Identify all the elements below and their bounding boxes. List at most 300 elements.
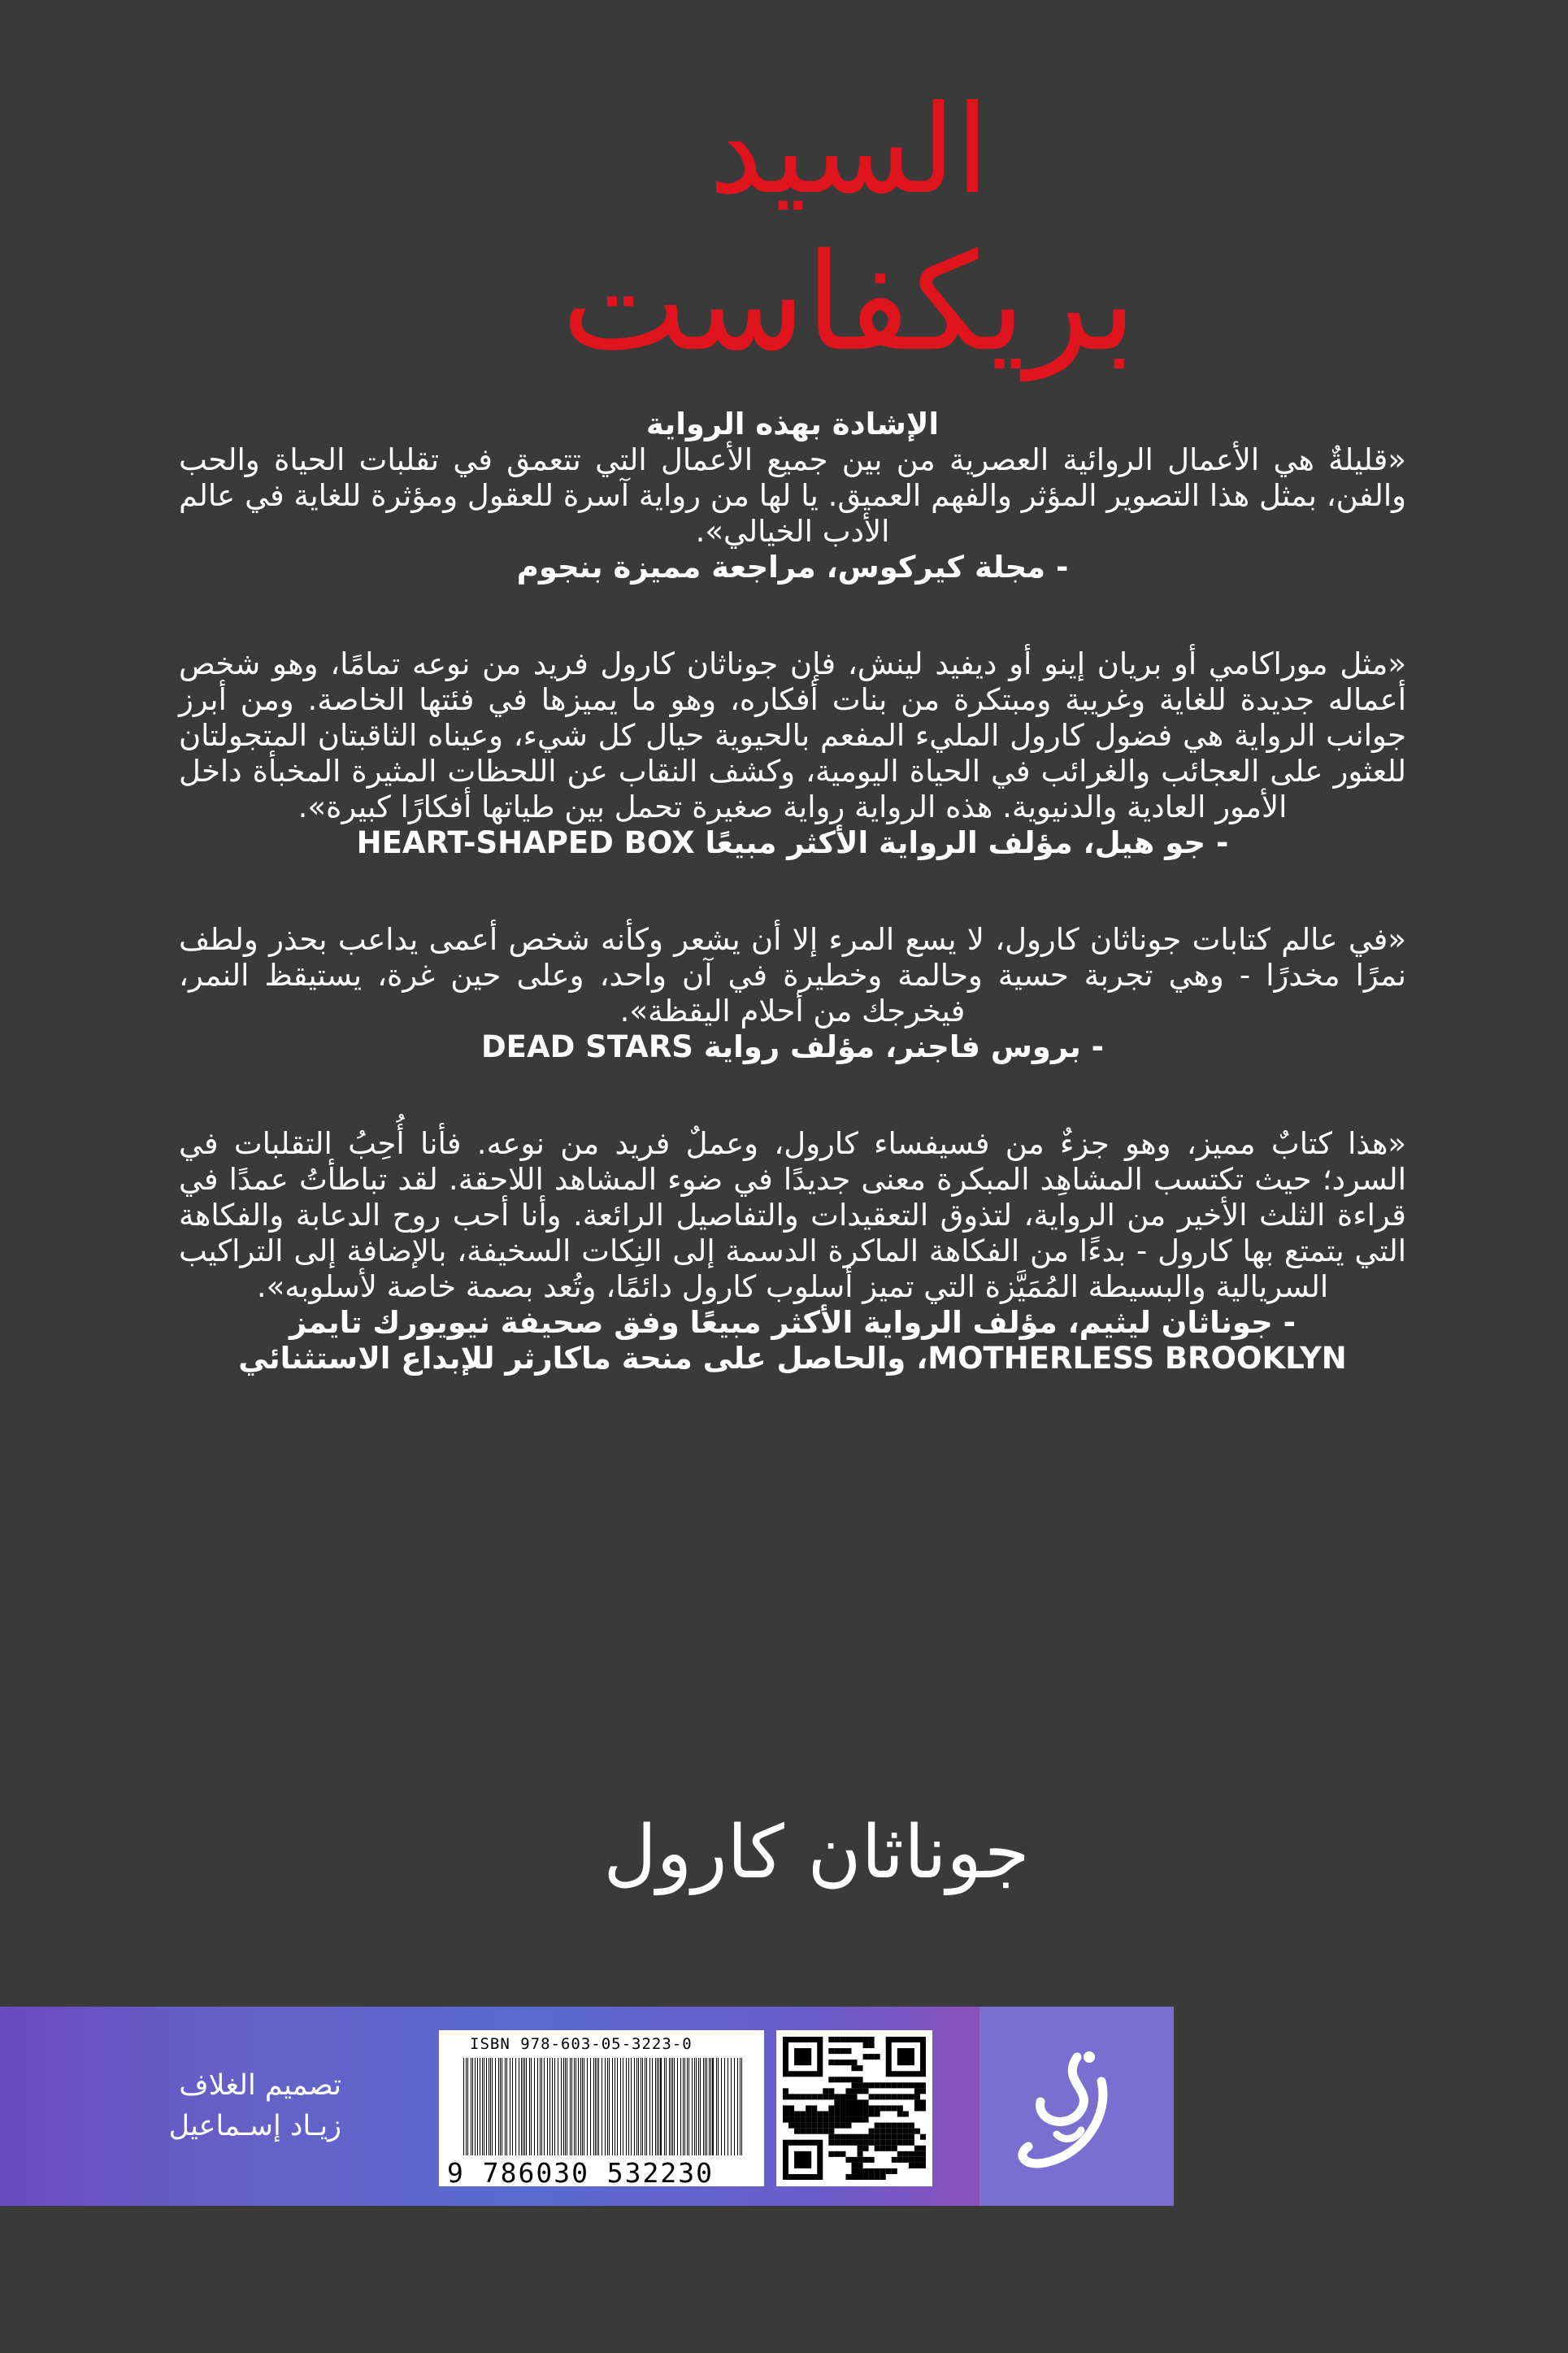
qr-module xyxy=(788,2105,794,2111)
qr-module xyxy=(783,2088,788,2094)
review-2 xyxy=(179,646,1406,861)
review-text: «قليلةٌ هي الأعمال الروائية العصرية من بين جميع الأعمال التي تتعمق في تقلبات الحياة والحب والفن، بمثل هذا التصوير المؤثر والفهم العميق. يا لها من رواية آسرة للعقول ومؤثرة للغاية في عالم الأدب الخيالي». xyxy=(179,442,1406,549)
qr-module xyxy=(880,2134,886,2140)
qr-module xyxy=(845,2088,851,2094)
qr-module xyxy=(880,2146,886,2151)
qr-module xyxy=(800,2123,806,2129)
review-text: «في عالم كتابات جوناثان كارول، لا يسع المرء إلا أن يشعر وكأنه شخص أعمى يداعب بحذر ولطف نمرًا مخدرًا - وهي تجربة حسية وحالمة وخطيرة في آن واحد، وعلى حين غرة، يستيقظ النمر، فيخرجك من أحلام اليقظة». xyxy=(179,922,1406,1029)
qr-module xyxy=(909,2134,914,2140)
qr-module xyxy=(897,2123,903,2129)
barcode-bar xyxy=(740,2058,741,2155)
barcode-bar xyxy=(684,2058,685,2155)
barcode-bar xyxy=(700,2058,701,2155)
qr-finder xyxy=(897,2048,914,2065)
qr-module xyxy=(840,2140,845,2146)
qr-module xyxy=(828,2048,834,2054)
qr-module xyxy=(903,2094,909,2099)
qr-module xyxy=(806,2123,811,2129)
qr-module xyxy=(851,2065,857,2071)
barcode-bar xyxy=(561,2058,562,2155)
qr-module xyxy=(880,2105,886,2111)
barcode-bar xyxy=(547,2058,548,2155)
qr-module xyxy=(914,2151,920,2157)
qr-module xyxy=(886,2094,892,2099)
qr-module xyxy=(914,2088,920,2094)
qr-module xyxy=(823,2117,828,2123)
qr-module xyxy=(903,2134,909,2140)
qr-module xyxy=(869,2037,875,2042)
qr-module xyxy=(858,2105,863,2111)
qr-module xyxy=(806,2129,811,2134)
qr-module xyxy=(914,2163,920,2168)
qr-module xyxy=(851,2105,857,2111)
qr-module xyxy=(840,2123,845,2129)
review-attribution: - مجلة كيركوس، مراجعة مميزة بنجوم xyxy=(516,550,1069,585)
qr-module xyxy=(914,2094,920,2099)
qr-module xyxy=(920,2134,926,2140)
qr-module xyxy=(863,2099,869,2105)
qr-module xyxy=(858,2088,863,2094)
qr-module xyxy=(834,2140,840,2146)
qr-module xyxy=(863,2054,869,2059)
barcode-bar xyxy=(687,2058,688,2155)
qr-module xyxy=(858,2151,863,2157)
qr-module xyxy=(875,2134,880,2140)
qr-module xyxy=(869,2094,875,2099)
qr-code xyxy=(776,2030,932,2186)
qr-module xyxy=(851,2112,857,2117)
barcode-bar xyxy=(574,2058,575,2155)
barcode-bar xyxy=(666,2058,667,2155)
qr-module xyxy=(880,2174,886,2180)
qr-module xyxy=(834,2059,840,2065)
qr-module xyxy=(897,2157,903,2163)
qr-module xyxy=(909,2129,914,2134)
qr-module xyxy=(920,2099,926,2105)
qr-module xyxy=(869,2054,875,2059)
qr-module xyxy=(851,2094,857,2099)
barcode-bar xyxy=(490,2058,491,2155)
qr-module xyxy=(794,2123,800,2129)
review-attribution: - بروس فاجنر، مؤلف رواية DEAD STARS xyxy=(480,1029,1105,1064)
qr-module xyxy=(886,2168,892,2174)
barcode-bar xyxy=(646,2058,647,2155)
qr-module xyxy=(858,2082,863,2088)
qr-module xyxy=(823,2129,828,2134)
qr-module xyxy=(869,2134,875,2140)
qr-module xyxy=(880,2140,886,2146)
qr-module xyxy=(920,2088,926,2094)
qr-module xyxy=(858,2163,863,2168)
qr-module xyxy=(858,2117,863,2123)
qr-module xyxy=(863,2140,869,2146)
qr-module xyxy=(897,2094,903,2099)
qr-code-icon xyxy=(783,2037,926,2180)
qr-module xyxy=(875,2168,880,2174)
qr-module xyxy=(892,2157,897,2163)
barcode-bar xyxy=(607,2058,608,2155)
qr-module xyxy=(903,2157,909,2163)
qr-module xyxy=(834,2099,840,2105)
review-attribution: - جو هيل، مؤلف الرواية الأكثر مبيعًا HEART-SHAPED BOX xyxy=(356,825,1229,860)
qr-module xyxy=(834,2048,840,2054)
barcode-bar xyxy=(638,2058,639,2155)
qr-module xyxy=(817,2094,823,2099)
qr-module xyxy=(788,2112,794,2117)
barcode-bar xyxy=(495,2058,496,2155)
qr-module xyxy=(875,2094,880,2099)
qr-module xyxy=(858,2174,863,2180)
barcode-bar xyxy=(477,2058,478,2155)
qr-module xyxy=(817,2112,823,2117)
qr-module xyxy=(794,2129,800,2134)
qr-module xyxy=(892,2105,897,2111)
qr-module xyxy=(845,2117,851,2123)
barcode-bar xyxy=(628,2058,629,2155)
qr-module xyxy=(851,2117,857,2123)
barcode-bar xyxy=(595,2058,596,2155)
barcode-bar xyxy=(526,2058,527,2155)
barcode-bar xyxy=(524,2058,525,2155)
barcode-bar xyxy=(563,2058,564,2155)
qr-module xyxy=(851,2099,857,2105)
qr-module xyxy=(909,2163,914,2168)
qr-module xyxy=(800,2094,806,2099)
barcode-bar xyxy=(706,2058,707,2155)
qr-module xyxy=(886,2105,892,2111)
barcode-icon xyxy=(463,2058,748,2155)
qr-module xyxy=(897,2151,903,2157)
qr-module xyxy=(845,2099,851,2105)
qr-module xyxy=(794,2112,800,2117)
qr-module xyxy=(828,2151,834,2157)
barcode-bar xyxy=(500,2058,501,2155)
qr-module xyxy=(834,2105,840,2111)
qr-module xyxy=(851,2163,857,2168)
qr-module xyxy=(875,2123,880,2129)
qr-module xyxy=(903,2151,909,2157)
qr-module xyxy=(845,2157,851,2163)
qr-module xyxy=(863,2088,869,2094)
barcode-bar xyxy=(472,2058,473,2155)
qr-module xyxy=(909,2140,914,2146)
qr-module xyxy=(869,2112,875,2117)
qr-module xyxy=(840,2099,845,2105)
qr-module xyxy=(863,2117,869,2123)
barcode-bar xyxy=(712,2058,714,2155)
barcode-bar xyxy=(578,2058,579,2155)
qr-module xyxy=(886,2146,892,2151)
qr-module xyxy=(863,2174,869,2180)
barcode-bar xyxy=(683,2058,684,2155)
qr-module xyxy=(920,2163,926,2168)
qr-module xyxy=(817,2123,823,2129)
qr-module xyxy=(909,2082,914,2088)
qr-module xyxy=(851,2157,857,2163)
qr-module xyxy=(834,2134,840,2140)
barcode-bar xyxy=(580,2058,581,2155)
qr-module xyxy=(828,2088,834,2094)
qr-module xyxy=(920,2082,926,2088)
qr-module xyxy=(858,2065,863,2071)
qr-module xyxy=(875,2174,880,2180)
qr-module xyxy=(800,2112,806,2117)
qr-module xyxy=(914,2105,920,2111)
barcode-bar xyxy=(658,2058,659,2155)
qr-module xyxy=(840,2112,845,2117)
qr-module xyxy=(875,2129,880,2134)
review-attribution: - جوناثان ليثيم، مؤلف الرواية الأكثر مبيعًا وفق صحيفة نيويورك تايمز MOTHERLESS BROOKLYN، والحاصل على منحة ماكارثر للإبداع الاستثنائي xyxy=(238,1305,1347,1376)
qr-module xyxy=(903,2112,909,2117)
qr-module xyxy=(863,2105,869,2111)
qr-module xyxy=(869,2042,875,2048)
qr-module xyxy=(834,2117,840,2123)
qr-module xyxy=(840,2094,845,2099)
barcode-bar xyxy=(696,2058,697,2155)
qr-module xyxy=(909,2157,914,2163)
qr-module xyxy=(806,2117,811,2123)
qr-module xyxy=(903,2123,909,2129)
barcode-bar xyxy=(492,2058,493,2155)
qr-module xyxy=(800,2129,806,2134)
qr-module xyxy=(869,2082,875,2088)
qr-module xyxy=(880,2129,886,2134)
reviews-section xyxy=(179,407,1406,1437)
qr-module xyxy=(845,2077,851,2082)
isbn-barcode xyxy=(439,2030,764,2189)
qr-module xyxy=(845,2174,851,2180)
qr-module xyxy=(869,2174,875,2180)
qr-module xyxy=(806,2094,811,2099)
qr-module xyxy=(800,2117,806,2123)
qr-module xyxy=(828,2140,834,2146)
qr-module xyxy=(869,2105,875,2111)
qr-module xyxy=(811,2129,817,2134)
barcode-bar xyxy=(631,2058,632,2155)
qr-module xyxy=(875,2105,880,2111)
qr-module xyxy=(828,2105,834,2111)
qr-module xyxy=(817,2117,823,2123)
qr-module xyxy=(875,2140,880,2146)
barcode-bar xyxy=(657,2058,658,2155)
qr-module xyxy=(897,2082,903,2088)
qr-module xyxy=(851,2077,857,2082)
barcode-bar xyxy=(709,2058,710,2155)
qr-module xyxy=(875,2082,880,2088)
qr-module xyxy=(858,2140,863,2146)
qr-module xyxy=(851,2082,857,2088)
barcode-bar xyxy=(531,2058,532,2155)
qr-module xyxy=(858,2146,863,2151)
qr-module xyxy=(869,2129,875,2134)
barcode-bar xyxy=(731,2058,732,2155)
qr-module xyxy=(886,2134,892,2140)
barcode-bar xyxy=(737,2058,738,2155)
barcode-bar xyxy=(466,2058,467,2155)
qr-module xyxy=(788,2094,794,2099)
qr-module xyxy=(892,2146,897,2151)
qr-module xyxy=(828,2129,834,2134)
qr-module xyxy=(858,2099,863,2105)
barcode-bar xyxy=(571,2058,572,2155)
qr-module xyxy=(892,2123,897,2129)
qr-module xyxy=(806,2105,811,2111)
barcode-bar xyxy=(515,2058,516,2155)
qr-module xyxy=(834,2123,840,2129)
qr-module xyxy=(845,2134,851,2140)
qr-module xyxy=(851,2140,857,2146)
qr-module xyxy=(823,2094,828,2099)
qr-module xyxy=(897,2140,903,2146)
qr-module xyxy=(828,2059,834,2065)
barcode-bar xyxy=(698,2058,699,2155)
barcode-bar xyxy=(724,2058,725,2155)
publisher-logo xyxy=(979,2033,1142,2187)
publisher-logo-icon xyxy=(979,2033,1142,2187)
qr-module xyxy=(845,2112,851,2117)
qr-module xyxy=(914,2146,920,2151)
barcode-bar xyxy=(677,2058,678,2155)
qr-module xyxy=(783,2117,788,2123)
qr-module xyxy=(823,2088,828,2094)
qr-module xyxy=(840,2105,845,2111)
barcode-bar xyxy=(612,2058,613,2155)
barcode-bar xyxy=(541,2058,542,2155)
barcode-bar xyxy=(570,2058,571,2155)
qr-module xyxy=(788,2123,794,2129)
barcode-bar xyxy=(642,2058,643,2155)
barcode-bar xyxy=(694,2058,695,2155)
isbn-label: ISBN 978-603-05-3223-0 xyxy=(470,2035,693,2053)
qr-module xyxy=(823,2112,828,2117)
barcode-bar xyxy=(660,2058,662,2155)
review-text: «هذا كتابٌ مميز، وهو جزءٌ من فسيفساء كارول، وعملٌ فريد من نوعه. فأنا أُحِبُ التقلبات في السرد؛ حيث تكتسب المشاهِد المبكرة معنى جديدًا في ضوء المشاهد اللاحقة. لقد تباطأتُ عمدًا في قراءة الثلث الأخير من الرواية، لتذوق التعقيدات والتفاصيل الرائعة. وأنا أحب روح الدعابة والفكاهة التي يتمتع بها كارول - بدءًا من الفكاهة الماكرة الدسمة إلى النِكات السخيفة، بالإضافة إلى التراكيب السريالية والبسيطة المُمَيَّزة التي تميز أسلوب كارول دائمًا، وتُعد بصمة خاصة لأسلوبه». xyxy=(179,1126,1406,1304)
qr-module xyxy=(845,2037,851,2042)
cover-designer-name: زيـاد إسـماعيل xyxy=(168,2110,341,2142)
barcode-bar xyxy=(552,2058,553,2155)
qr-module xyxy=(858,2112,863,2117)
barcode-bar xyxy=(598,2058,599,2155)
qr-module xyxy=(783,2094,788,2099)
barcode-bar xyxy=(734,2058,735,2155)
barcode-bar xyxy=(529,2058,530,2155)
qr-module xyxy=(892,2134,897,2140)
barcode-bar xyxy=(590,2058,591,2155)
barcode-bar xyxy=(482,2058,483,2155)
qr-module xyxy=(869,2157,875,2163)
qr-module xyxy=(845,2059,851,2065)
barcode-bar xyxy=(634,2058,635,2155)
qr-module xyxy=(858,2157,863,2163)
qr-module xyxy=(903,2082,909,2088)
qr-module xyxy=(920,2146,926,2151)
qr-module xyxy=(880,2168,886,2174)
barcode-bar xyxy=(593,2058,594,2155)
qr-module xyxy=(914,2129,920,2134)
barcode-bar xyxy=(512,2058,513,2155)
barcode-bar xyxy=(582,2058,583,2155)
qr-module xyxy=(863,2168,869,2174)
qr-module xyxy=(897,2134,903,2140)
barcode-bar xyxy=(506,2058,507,2155)
qr-module xyxy=(845,2105,851,2111)
barcode-bar xyxy=(467,2058,468,2155)
qr-module xyxy=(886,2129,892,2134)
qr-module xyxy=(834,2094,840,2099)
qr-module xyxy=(909,2123,914,2129)
qr-module xyxy=(880,2082,886,2088)
barcode-bar xyxy=(672,2058,673,2155)
qr-module xyxy=(840,2077,845,2082)
qr-module xyxy=(840,2117,845,2123)
qr-module xyxy=(840,2059,845,2065)
qr-module xyxy=(897,2112,903,2117)
barcode-bar xyxy=(652,2058,653,2155)
qr-module xyxy=(863,2082,869,2088)
qr-module xyxy=(903,2140,909,2146)
qr-module xyxy=(892,2140,897,2146)
qr-module xyxy=(828,2112,834,2117)
qr-module xyxy=(914,2082,920,2088)
qr-module xyxy=(897,2129,903,2134)
qr-module xyxy=(909,2151,914,2157)
qr-module xyxy=(869,2168,875,2174)
qr-module xyxy=(851,2037,857,2042)
barcode-bar xyxy=(692,2058,693,2155)
qr-module xyxy=(858,2037,863,2042)
qr-module xyxy=(828,2134,834,2140)
barcode-bar xyxy=(587,2058,588,2155)
barcode-bar xyxy=(674,2058,675,2155)
title-line-1: السيد xyxy=(708,80,990,221)
barcode-bar xyxy=(554,2058,555,2155)
qr-module xyxy=(909,2094,914,2099)
cover-credit xyxy=(98,2065,341,2146)
qr-module xyxy=(863,2037,869,2042)
qr-module xyxy=(851,2174,857,2180)
barcode-bar xyxy=(537,2058,538,2155)
barcode-bar xyxy=(475,2058,476,2155)
barcode-bar xyxy=(705,2058,706,2155)
qr-module xyxy=(834,2077,840,2082)
qr-module xyxy=(892,2168,897,2174)
barcode-bar xyxy=(741,2058,742,2155)
qr-module xyxy=(823,2123,828,2129)
barcode-bar xyxy=(710,2058,711,2155)
barcode-bar xyxy=(521,2058,522,2155)
qr-module xyxy=(851,2168,857,2174)
qr-module xyxy=(840,2048,845,2054)
review-1 xyxy=(179,407,1406,585)
qr-module xyxy=(875,2054,880,2059)
barcode-bar xyxy=(463,2058,464,2155)
barcode-bar xyxy=(605,2058,606,2155)
qr-module xyxy=(828,2077,834,2082)
qr-module xyxy=(811,2117,817,2123)
qr-module xyxy=(851,2059,857,2065)
qr-module xyxy=(828,2117,834,2123)
qr-module xyxy=(783,2112,788,2117)
qr-module xyxy=(863,2134,869,2140)
barcode-bar xyxy=(617,2058,618,2155)
barcode-bar xyxy=(688,2058,689,2155)
qr-module xyxy=(863,2146,869,2151)
barcode-bar xyxy=(549,2058,550,2155)
qr-module xyxy=(834,2151,840,2157)
qr-module xyxy=(806,2112,811,2117)
qr-module xyxy=(914,2157,920,2163)
qr-module xyxy=(840,2151,845,2157)
